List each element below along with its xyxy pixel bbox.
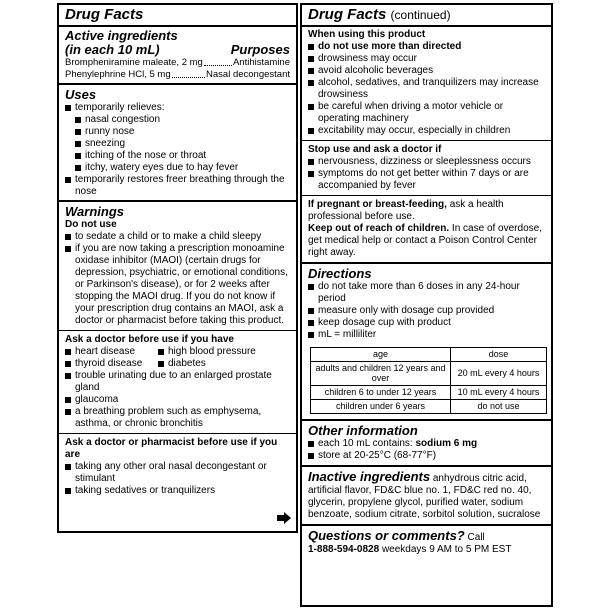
list-item: if you are now taking a prescription monoamine oxidase inhibitor (MAOI) (certain drugs for depression, psychiatric, or emotional conditions, or Parkinson's disease), or for 2 weeks after stopping the MAOI drug. If you do not know if your prescription drug contains an MAOI, ask a doctor or pharmacist before taking this product. — [65, 243, 290, 327]
inactive-ingredients-list: anhydrous citric acid, artificial flavor, FD&C blue no. 1, FD&C red no. 40, glycerin, propylene glycol, purified water, sodium benzoate, sodium citrate, sorbitol solution, sucralose — [308, 473, 541, 521]
list-item: do not use more than directed — [308, 41, 545, 53]
table-header-row — [311, 347, 547, 361]
inactive-ingredients-section — [302, 467, 551, 526]
drug-facts-title: Drug Facts — [65, 6, 144, 23]
leader-dots — [204, 57, 232, 66]
list-item: symptoms do not get better within 7 days or are accompanied by fever — [308, 168, 545, 192]
ask-doctor-section — [59, 331, 296, 434]
ingredient-purpose: Antihistamine — [232, 57, 290, 69]
list-item: glaucoma — [65, 394, 290, 406]
table-header: age — [311, 347, 451, 361]
condition-pair — [65, 346, 290, 358]
ask-pharmacist-section — [59, 434, 296, 500]
list-item: taking any other oral nasal decongestant or stimulant — [65, 461, 290, 485]
inactive-ingredients-text — [308, 470, 545, 521]
ask-doctor-heading: Ask a doctor before use if you have — [65, 334, 234, 346]
active-ingredients-section — [59, 27, 296, 85]
list-item: excitability may occur, especially in children — [308, 125, 545, 137]
list-item: high blood pressure — [158, 346, 256, 358]
ask-pharmacist-list — [65, 461, 290, 497]
ingredient-name: Brompheniramine maleate, 2 mg — [65, 57, 203, 69]
drug-facts-right-panel — [300, 3, 553, 607]
pregnancy-section — [302, 196, 551, 264]
list-item: to sedate a child or to make a child sleepy — [65, 231, 290, 243]
warnings-heading: Warnings — [65, 204, 124, 220]
list-item: do not take more than 6 doses in any 24-hour period — [308, 281, 545, 305]
ask-doctor-list — [65, 370, 290, 430]
phone-line — [308, 544, 545, 556]
uses-heading: Uses — [65, 86, 97, 102]
list-item: nervousness, dizziness or sleeplessness occurs — [308, 156, 545, 168]
call-label: Call — [467, 532, 485, 544]
uses-section — [59, 85, 296, 202]
uses-list-2 — [65, 174, 290, 198]
sodium-value: sodium 6 mg — [415, 438, 478, 450]
purposes-heading: Purposes — [230, 41, 290, 57]
drug-facts-left-panel — [57, 3, 298, 533]
list-item: itchy, watery eyes due to hay fever — [75, 162, 290, 174]
drug-facts-title: Drug Facts — [308, 6, 387, 23]
when-using-heading: When using this product — [308, 28, 426, 40]
phone-hours: weekdays 9 AM to 5 PM EST — [381, 544, 512, 556]
uses-sublist — [65, 114, 290, 174]
directions-section — [302, 264, 551, 421]
list-item: temporarily relieves: — [65, 102, 290, 114]
warnings-section — [59, 202, 296, 331]
stop-use-heading: Stop use and ask a doctor if — [308, 143, 442, 155]
continued-label: (continued) — [390, 8, 451, 22]
phone-number: 1-888-594-0828 — [308, 544, 380, 556]
ingredient-row — [65, 57, 290, 69]
list-item: itching of the nose or throat — [75, 150, 290, 162]
drug-facts-title-continued — [308, 7, 545, 24]
active-heading-row — [65, 43, 290, 57]
table-cell: 10 mL every 4 hours — [451, 386, 547, 400]
title-section — [59, 5, 296, 27]
list-item: avoid alcoholic beverages — [308, 65, 545, 77]
questions-heading: Questions or comments? — [308, 528, 465, 544]
directions-list — [308, 281, 545, 341]
stop-use-list — [308, 156, 545, 192]
list-item: sneezing — [75, 138, 290, 150]
table-header: dose — [451, 347, 547, 361]
other-info-section — [302, 421, 551, 467]
list-item: drowsiness may occur — [308, 53, 545, 65]
list-item: taking sedatives or tranquilizers — [65, 485, 290, 497]
inactive-ingredients-heading: Inactive ingredients — [308, 469, 431, 485]
ingredient-name: Phenylephrine HCl, 5 mg — [65, 68, 171, 80]
sodium-label: each 10 mL contains: — [318, 438, 413, 450]
leader-dots — [172, 69, 205, 78]
list-item: trouble urinating due to an enlarged prostate gland — [65, 370, 290, 394]
list-item: store at 20-25°C (68-77°F) — [308, 450, 545, 462]
questions-line — [308, 529, 545, 544]
list-item: be careful when driving a motor vehicle or operating machinery — [308, 101, 545, 125]
keep-out-text — [308, 223, 545, 259]
list-item — [308, 438, 545, 450]
table-cell: adults and children 12 years and over — [311, 361, 451, 386]
other-info-heading: Other information — [308, 422, 418, 438]
pregnancy-text — [308, 199, 545, 223]
active-ingredients-heading: Active ingredients — [65, 27, 178, 43]
directions-heading: Directions — [308, 265, 372, 281]
table-cell: 20 mL every 4 hours — [451, 361, 547, 386]
dosage-table — [310, 347, 547, 414]
do-not-use-heading: Do not use — [65, 219, 117, 231]
other-info-list — [308, 438, 545, 462]
keep-out-body: In case of overdose, get medical help or contact a Poison Control Center right away. — [308, 222, 542, 258]
continue-arrow-icon — [277, 512, 291, 524]
list-item: thyroid disease — [65, 358, 158, 370]
list-item: nasal congestion — [75, 114, 290, 126]
list-item: alcohol, sedatives, and tranquilizers may increase drowsiness — [308, 77, 545, 101]
table-row — [311, 361, 547, 386]
table-cell: children 6 to under 12 years — [311, 386, 451, 400]
ask-pharmacist-heading: Ask a doctor or pharmacist before use if you are — [65, 437, 278, 461]
list-item: runny nose — [75, 126, 290, 138]
ingredient-purpose: Nasal decongestant — [206, 68, 290, 80]
table-row — [311, 386, 547, 400]
questions-section — [302, 526, 551, 558]
list-item: heart disease — [65, 346, 158, 358]
uses-list — [65, 102, 290, 114]
stop-use-section — [302, 141, 551, 196]
active-ingredients-subheading: (in each 10 mL) — [65, 41, 160, 57]
ingredient-row — [65, 69, 290, 81]
list-item: diabetes — [158, 358, 206, 370]
list-item: measure only with dosage cup provided — [308, 305, 545, 317]
list-item: temporarily restores freer breathing through the nose — [65, 174, 290, 198]
list-item: mL = milliliter — [308, 329, 545, 341]
keep-out-bold: Keep out of reach of children. — [308, 222, 450, 234]
pregnancy-body: ask a health professional before use. — [308, 198, 504, 222]
title-continued-section — [302, 5, 551, 27]
table-cell: children under 6 years — [311, 399, 451, 413]
when-using-section — [302, 27, 551, 141]
table-cell: do not use — [451, 399, 547, 413]
pregnancy-bold: If pregnant or breast-feeding, — [308, 198, 447, 210]
list-item: keep dosage cup with product — [308, 317, 545, 329]
when-using-list — [308, 41, 545, 137]
condition-pair — [65, 358, 290, 370]
table-row — [311, 399, 547, 413]
list-item: a breathing problem such as emphysema, asthma, or chronic bronchitis — [65, 406, 290, 430]
do-not-use-list — [65, 231, 290, 327]
